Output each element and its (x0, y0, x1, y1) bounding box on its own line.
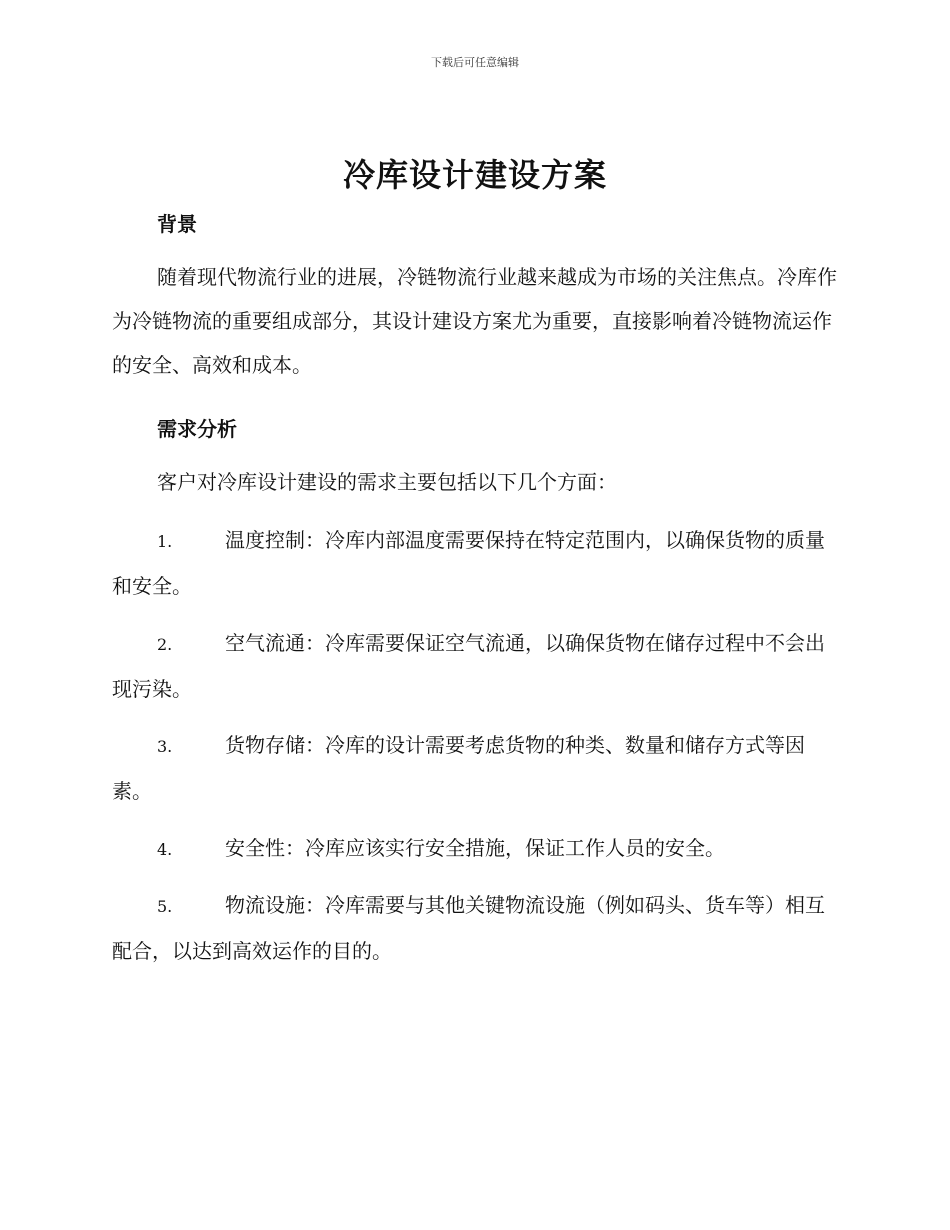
section-heading-background: 背景 (157, 212, 197, 236)
page-header-note: 下载后可任意编辑 (431, 56, 519, 69)
list-item-number: 3. (157, 737, 173, 756)
list-item (112, 723, 840, 813)
list-item (112, 518, 840, 608)
list-item-text: 货物存储：冷库的设计需要考虑货物的种类、数量和储存方式等因素。 (112, 733, 805, 803)
list-item-text: 空气流通：冷库需要保证空气流通，以确保货物在储存过程中不会出现污染。 (112, 631, 825, 701)
list-item (112, 826, 840, 872)
list-item-text: 温度控制：冷库内部温度需要保持在特定范围内，以确保货物的质量和安全。 (112, 528, 825, 598)
list-item (112, 883, 840, 973)
list-item-text: 物流设施：冷库需要与其他关键物流设施（例如码头、货车等）相互配合，以达到高效运作的目的。 (112, 893, 825, 963)
list-item-number: 2. (157, 635, 173, 654)
list-item (112, 621, 840, 711)
list-item-number: 1. (157, 532, 173, 551)
list-item-number: 4. (157, 840, 173, 859)
list-item-text: 安全性：冷库应该实行安全措施，保证工作人员的安全。 (225, 836, 725, 860)
document-title: 冷库设计建设方案 (342, 156, 607, 194)
section-heading-requirements: 需求分析 (157, 417, 237, 441)
requirements-intro: 客户对冷库设计建设的需求主要包括以下几个方面： (157, 470, 617, 494)
background-paragraph: 随着现代物流行业的进展，冷链物流行业越来越成为市场的关注焦点。冷库作为冷链物流的重要组成部分，其设计建设方案尤为重要，直接影响着冷链物流运作的安全、高效和成本。 (112, 265, 837, 377)
list-item-number: 5. (157, 897, 173, 916)
